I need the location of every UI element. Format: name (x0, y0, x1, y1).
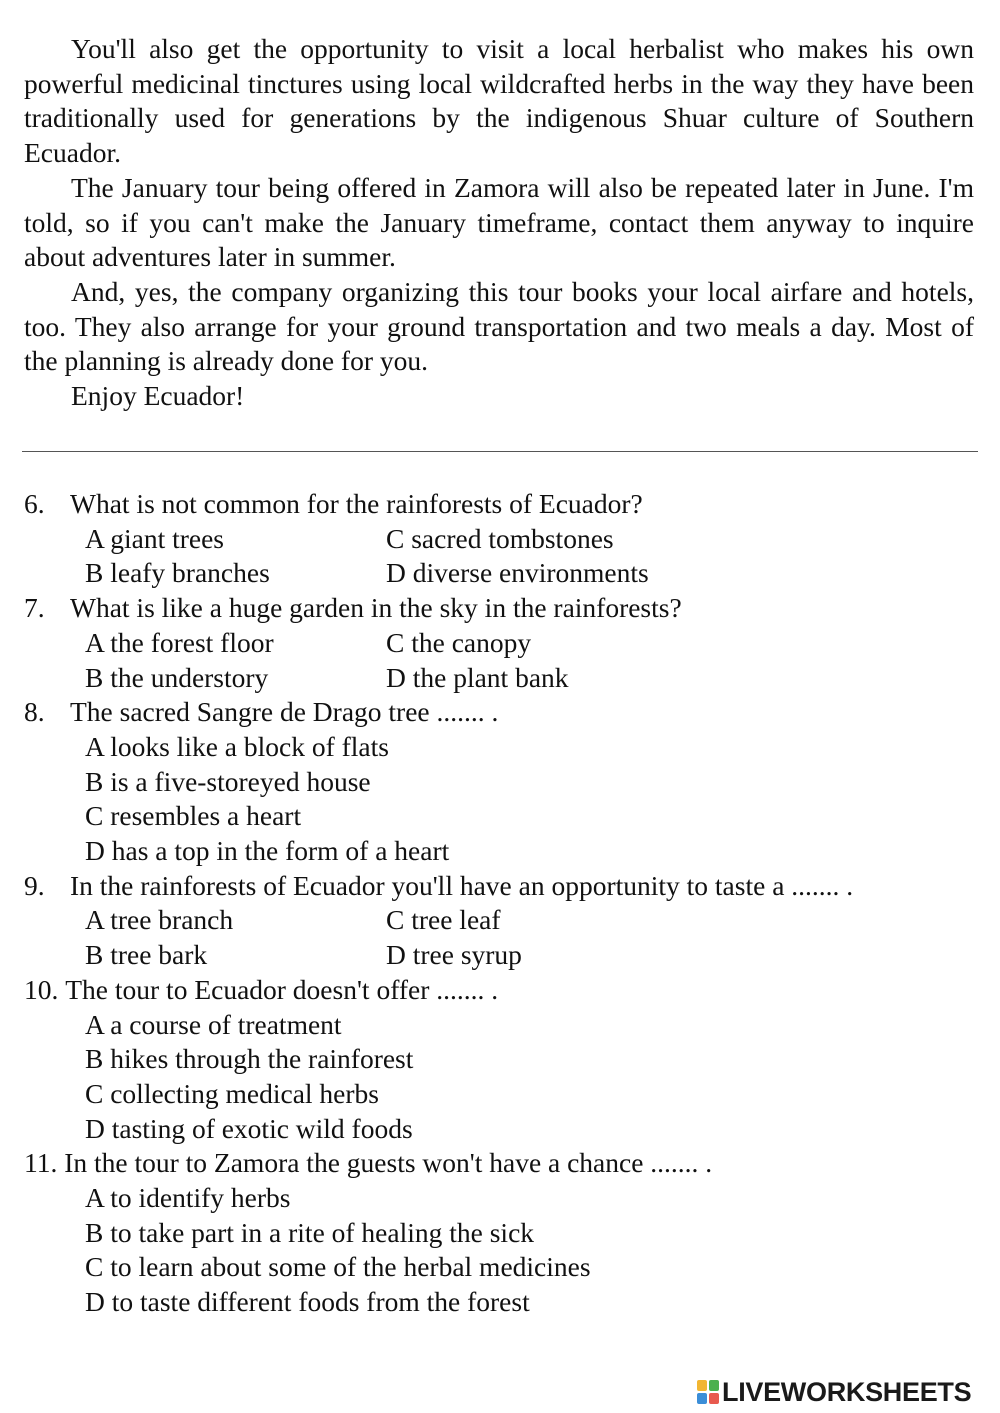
question-11 (24, 1146, 984, 1320)
liveworksheets-watermark (697, 1375, 971, 1409)
question-text: What is like a huge garden in the sky in the rainforests? (70, 592, 682, 624)
question-7 (24, 591, 984, 695)
question-9 (24, 869, 984, 973)
passage-paragraph-2: The January tour being offered in Zamora will also be repeated later in June. I'm told, so if you can't make the January timeframe, contact them anyway to inquire about adventures later in summer. (24, 171, 974, 273)
section-divider (22, 451, 978, 452)
option-a[interactable]: A giant trees (85, 522, 224, 554)
logo-square-blue (697, 1393, 707, 1404)
option-d[interactable]: D tasting of exotic wild foods (85, 1112, 413, 1144)
option-c[interactable]: C resembles a heart (85, 800, 302, 832)
watermark-text: LIVEWORKSHEETS (722, 1376, 972, 1407)
option-d[interactable]: D the plant bank (386, 661, 569, 693)
option-d[interactable]: D tree syrup (386, 939, 522, 971)
question-text: The tour to Ecuador doesn't offer ....... . (65, 973, 499, 1005)
option-b[interactable]: B tree bark (85, 939, 208, 971)
option-b[interactable]: B hikes through the rainforest (85, 1043, 414, 1075)
logo-square-red (709, 1393, 719, 1404)
question-number: 11. (24, 1147, 58, 1179)
option-b[interactable]: B to take part in a rite of healing the sick (85, 1216, 535, 1248)
logo-square-green (709, 1380, 719, 1391)
reading-passage (24, 32, 974, 414)
option-d[interactable]: D to taste different foods from the forest (85, 1286, 530, 1318)
question-number: 6. (24, 488, 45, 519)
question-10 (24, 973, 984, 1147)
question-8 (24, 695, 984, 869)
option-c[interactable]: C sacred tombstones (386, 522, 614, 554)
logo-square-yellow (697, 1380, 707, 1391)
option-a[interactable]: A looks like a block of flats (85, 730, 389, 762)
passage-closing: Enjoy Ecuador! (71, 380, 245, 412)
option-d[interactable]: D diverse environments (386, 557, 649, 589)
question-number: 7. (24, 592, 45, 624)
question-text: The sacred Sangre de Drago tree ....... . (70, 696, 499, 728)
option-c[interactable]: C collecting medical herbs (85, 1077, 380, 1109)
option-a[interactable]: A the forest floor (85, 626, 274, 658)
option-b[interactable]: B the understory (85, 661, 269, 693)
question-number: 9. (24, 869, 45, 901)
question-6 (24, 487, 984, 591)
question-number: 10. (24, 973, 59, 1005)
option-a[interactable]: A tree branch (85, 904, 234, 936)
question-list (24, 487, 984, 1320)
option-c[interactable]: C the canopy (386, 626, 532, 658)
option-d[interactable]: D has a top in the form of a heart (85, 835, 450, 867)
option-b[interactable]: B leafy branches (85, 557, 270, 589)
passage-paragraph-1: You'll also get the opportunity to visit a local herbalist who makes his own powerful medicinal tinctures using local wildcrafted herbs in the way they have been traditionally used for generations by the indigenous Shuar culture of Southern Ecuador. (24, 33, 974, 169)
option-a[interactable]: A a course of treatment (85, 1008, 342, 1040)
question-text: What is not common for the rainforests of Ecuador? (70, 488, 643, 519)
liveworksheets-logo-icon (697, 1380, 719, 1404)
passage-paragraph-3: And, yes, the company organizing this tour books your local airfare and hotels, too. They also arrange for your ground transportation and two meals a day. Most of the planning is already done for you. (24, 275, 974, 377)
question-number: 8. (24, 696, 45, 728)
option-b[interactable]: B is a five-storeyed house (85, 765, 371, 797)
option-c[interactable]: C to learn about some of the herbal medicines (85, 1251, 591, 1283)
option-a[interactable]: A to identify herbs (85, 1182, 291, 1214)
question-text: In the tour to Zamora the guests won't have a chance ....... . (64, 1147, 713, 1179)
question-text: In the rainforests of Ecuador you'll have an opportunity to taste a ....... . (70, 869, 854, 901)
option-c[interactable]: C tree leaf (386, 904, 501, 936)
